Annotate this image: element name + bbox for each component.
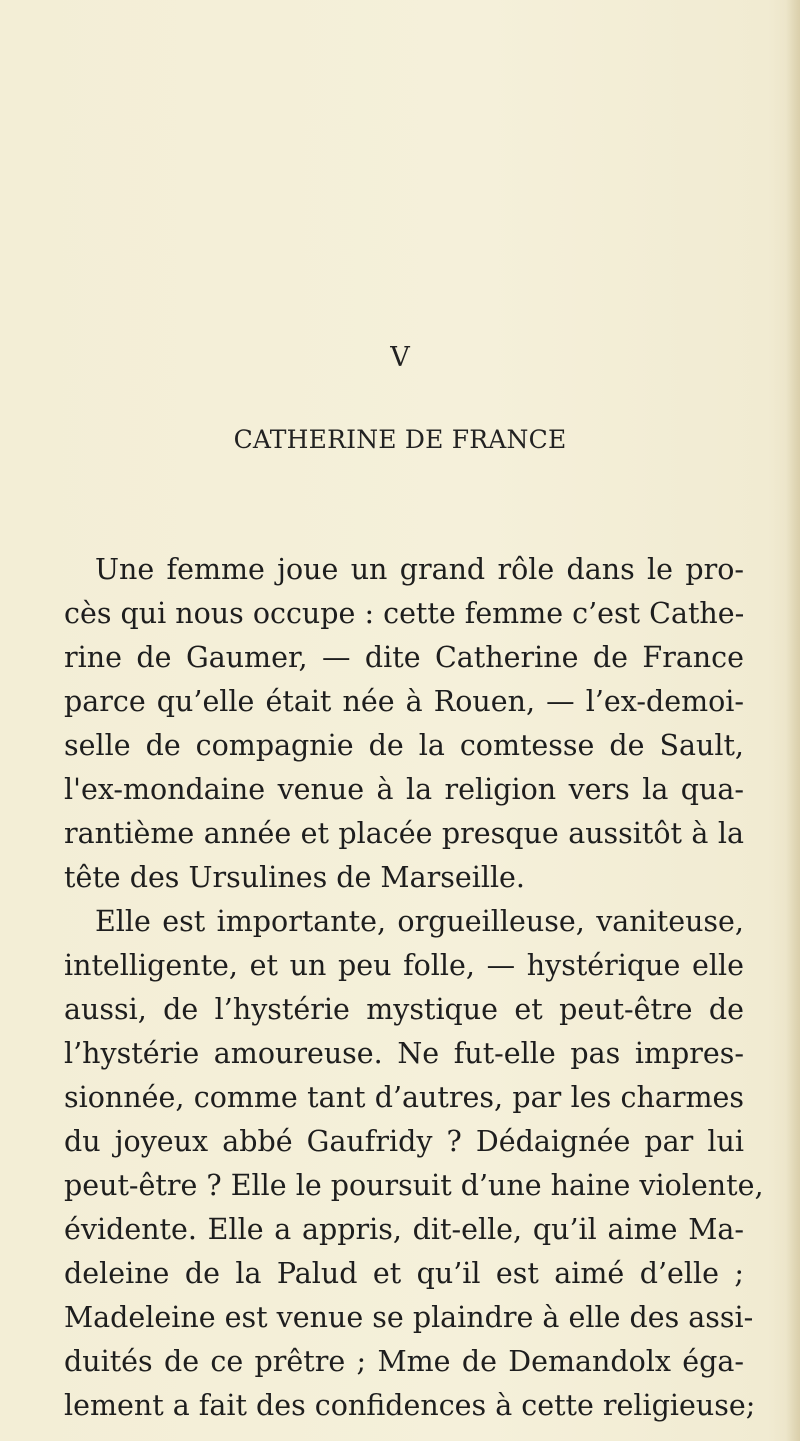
text-line: duités de ce prêtre ; Mme de Demandolx éga- xyxy=(64,1345,744,1378)
body-text xyxy=(64,548,764,1428)
text-line: selle de compagnie de la comtesse de Sault, xyxy=(64,729,744,762)
chapter-title: CATHERINE DE FRANCE xyxy=(233,425,567,454)
text-line: intelligente, et un peu folle, — hystérique elle xyxy=(64,949,744,982)
page-edge-shadow xyxy=(786,0,800,1441)
text-line: Madeleine est venue se plaindre à elle des assi- xyxy=(64,1301,754,1334)
text-line: lement a fait des confidences à cette religieuse; xyxy=(64,1389,756,1422)
text-line: parce qu’elle était née à Rouen, — l’ex-demoi- xyxy=(64,685,744,718)
text-line: du joyeux abbé Gaufridy ? Dédaignée par lui xyxy=(64,1125,744,1158)
text-line: l’hystérie amoureuse. Ne fut-elle pas impres- xyxy=(64,1037,744,1070)
text-line: peut-être ? Elle le poursuit d’une haine violente, xyxy=(64,1169,764,1202)
text-line: l'ex-mondaine venue à la religion vers la qua- xyxy=(64,773,744,806)
text-line: deleine de la Palud et qu’il est aimé d’elle ; xyxy=(64,1257,744,1290)
text-line: Elle est importante, orgueilleuse, vaniteuse, xyxy=(95,905,744,938)
text-line: évidente. Elle a appris, dit-elle, qu’il aime Ma- xyxy=(64,1213,744,1246)
text-line: aussi, de l’hystérie mystique et peut-être de xyxy=(64,993,744,1026)
chapter-numeral: V xyxy=(390,342,410,373)
text-line: Une femme joue un grand rôle dans le pro- xyxy=(95,553,744,586)
text-line: tête des Ursulines de Marseille. xyxy=(64,861,525,894)
text-line: sionnée, comme tant d’autres, par les charmes xyxy=(64,1081,744,1114)
text-line: rine de Gaumer, — dite Catherine de France xyxy=(64,641,744,674)
text-line: cès qui nous occupe : cette femme c’est Cathe- xyxy=(64,597,745,630)
text-line: rantième année et placée presque aussitôt à la xyxy=(64,817,744,850)
